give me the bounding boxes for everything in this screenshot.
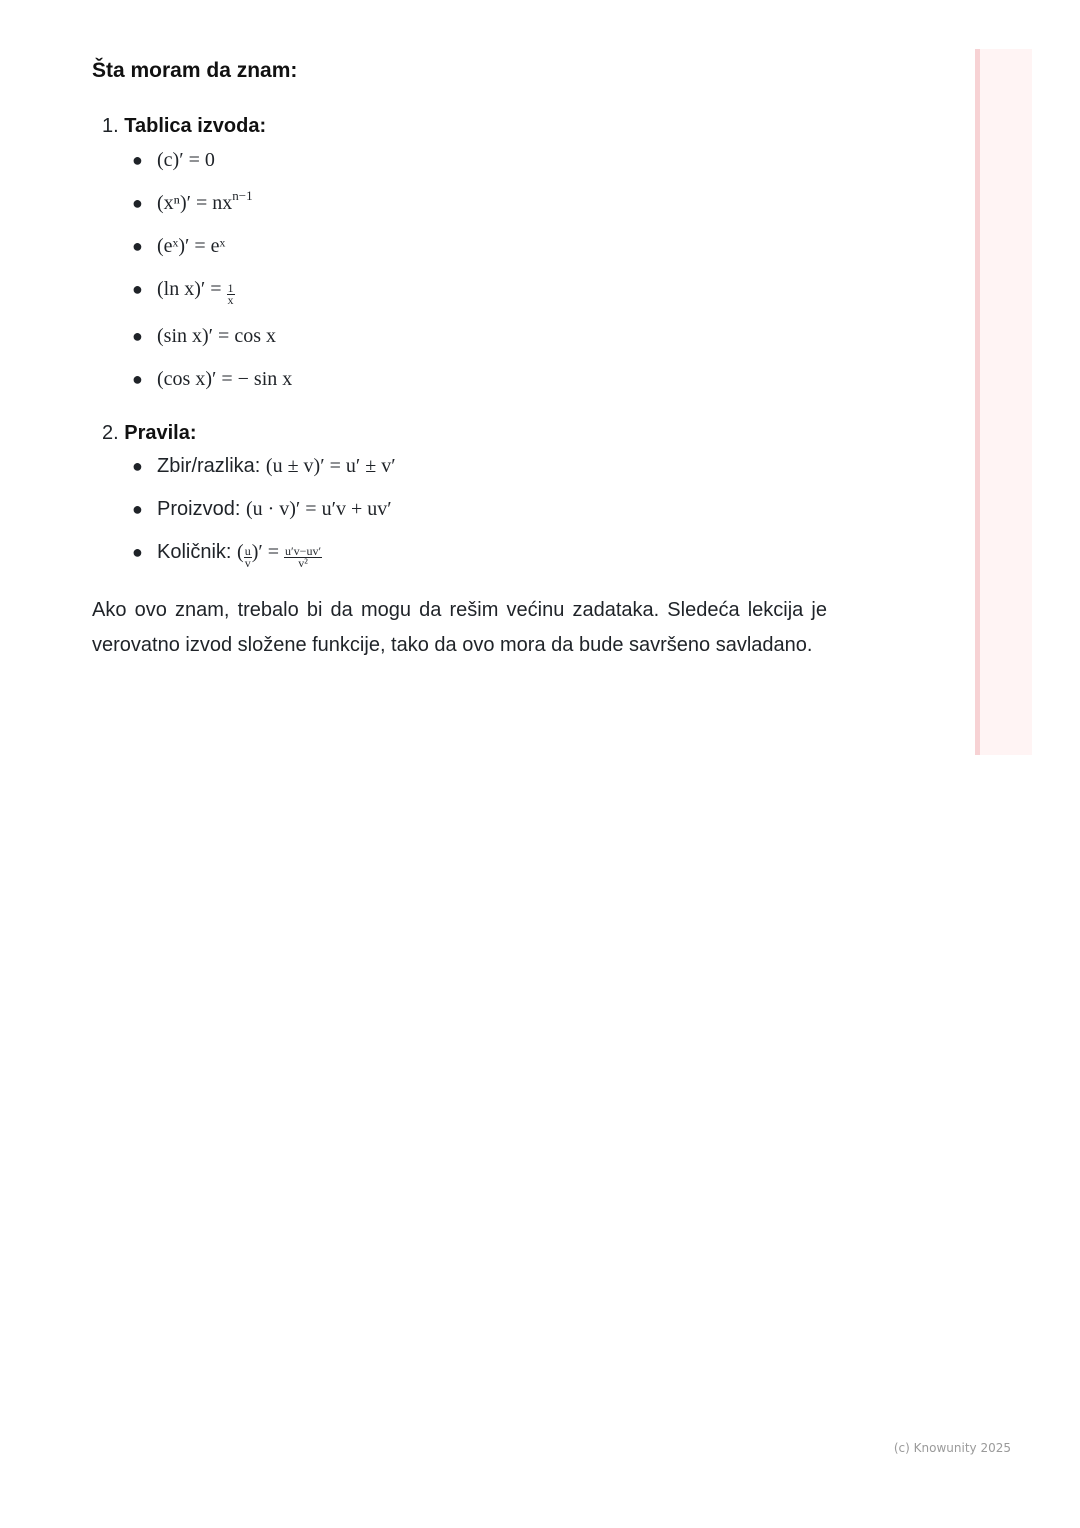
- formula: $(x^n)' = nx^{n-1}$: [157, 188, 253, 214]
- bullet-icon: ●: [132, 279, 143, 299]
- fraction: $\frac{u'v-uv'}{\text{v²}}$: [285, 544, 322, 570]
- bullet-icon: ●: [132, 193, 143, 213]
- page-heading: Šta moram da znam:: [92, 59, 298, 82]
- section-label: Tablica izvoda:: [124, 115, 267, 137]
- bullet-icon: ●: [132, 499, 143, 519]
- bullet-icon: ●: [132, 542, 143, 562]
- formula: (sin x)′ = cos x: [157, 325, 276, 347]
- fraction: $\frac{u}{v}$: [244, 544, 251, 570]
- list-item: [92, 233, 827, 259]
- rule-label: Količnik:: [157, 541, 232, 563]
- side-strip-edge: [975, 49, 980, 755]
- formula: ( $\frac{u}{v}$ )′ = $\frac{u'v-uv'}{\text{v²}}$: [237, 541, 322, 570]
- list-item: [92, 539, 827, 569]
- formula: (c)′ = 0: [157, 149, 215, 171]
- list-item: [92, 276, 827, 306]
- bullet-icon: ●: [132, 456, 143, 476]
- section-rules: [92, 420, 827, 569]
- list-item: [92, 496, 827, 522]
- list-item: [92, 147, 827, 173]
- formula: (eˣ)′ = eˣ: [157, 235, 226, 257]
- bullet-icon: ●: [132, 236, 143, 256]
- fraction: $\frac{1}{x}$: [227, 281, 234, 307]
- rule-list: [92, 453, 827, 569]
- formula: (u ± v)′ = u′ ± v′: [265, 455, 396, 477]
- section-title: [102, 113, 827, 139]
- bullet-icon: ●: [132, 326, 143, 346]
- rule-label: Proizvod:: [157, 498, 241, 520]
- section-number: 2.: [102, 422, 119, 444]
- section-number: 1.: [102, 115, 119, 137]
- formula: (cos x)′ = − sin x: [157, 368, 293, 390]
- bullet-icon: ●: [132, 150, 143, 170]
- section-derivative-table: [92, 113, 827, 392]
- summary-paragraph: Ako ovo znam, trebalo bi da mogu da rešim većinu zadataka. Sledeća lekcija je verovatno izvod složene funkcije, tako da ovo mora da bude savršeno savladano.: [92, 599, 827, 656]
- list-item: [92, 366, 827, 392]
- list-item: [92, 323, 827, 349]
- section-label: Pravila:: [124, 422, 197, 444]
- copyright-footer: (c) Knowunity 2025: [893, 1441, 1011, 1455]
- bullet-icon: ●: [132, 369, 143, 389]
- formula: (u · v)′ = u′v + uv′: [245, 498, 392, 520]
- page-content: [92, 50, 827, 663]
- list-item: [92, 453, 827, 479]
- rule-label: Zbir/razlika:: [157, 455, 261, 477]
- formula: (ln x)′ = $\frac{1}{x}$: [157, 278, 234, 307]
- formula-list: [92, 147, 827, 392]
- list-item: [92, 190, 827, 216]
- section-title: [102, 420, 827, 446]
- side-strip: [975, 49, 1032, 755]
